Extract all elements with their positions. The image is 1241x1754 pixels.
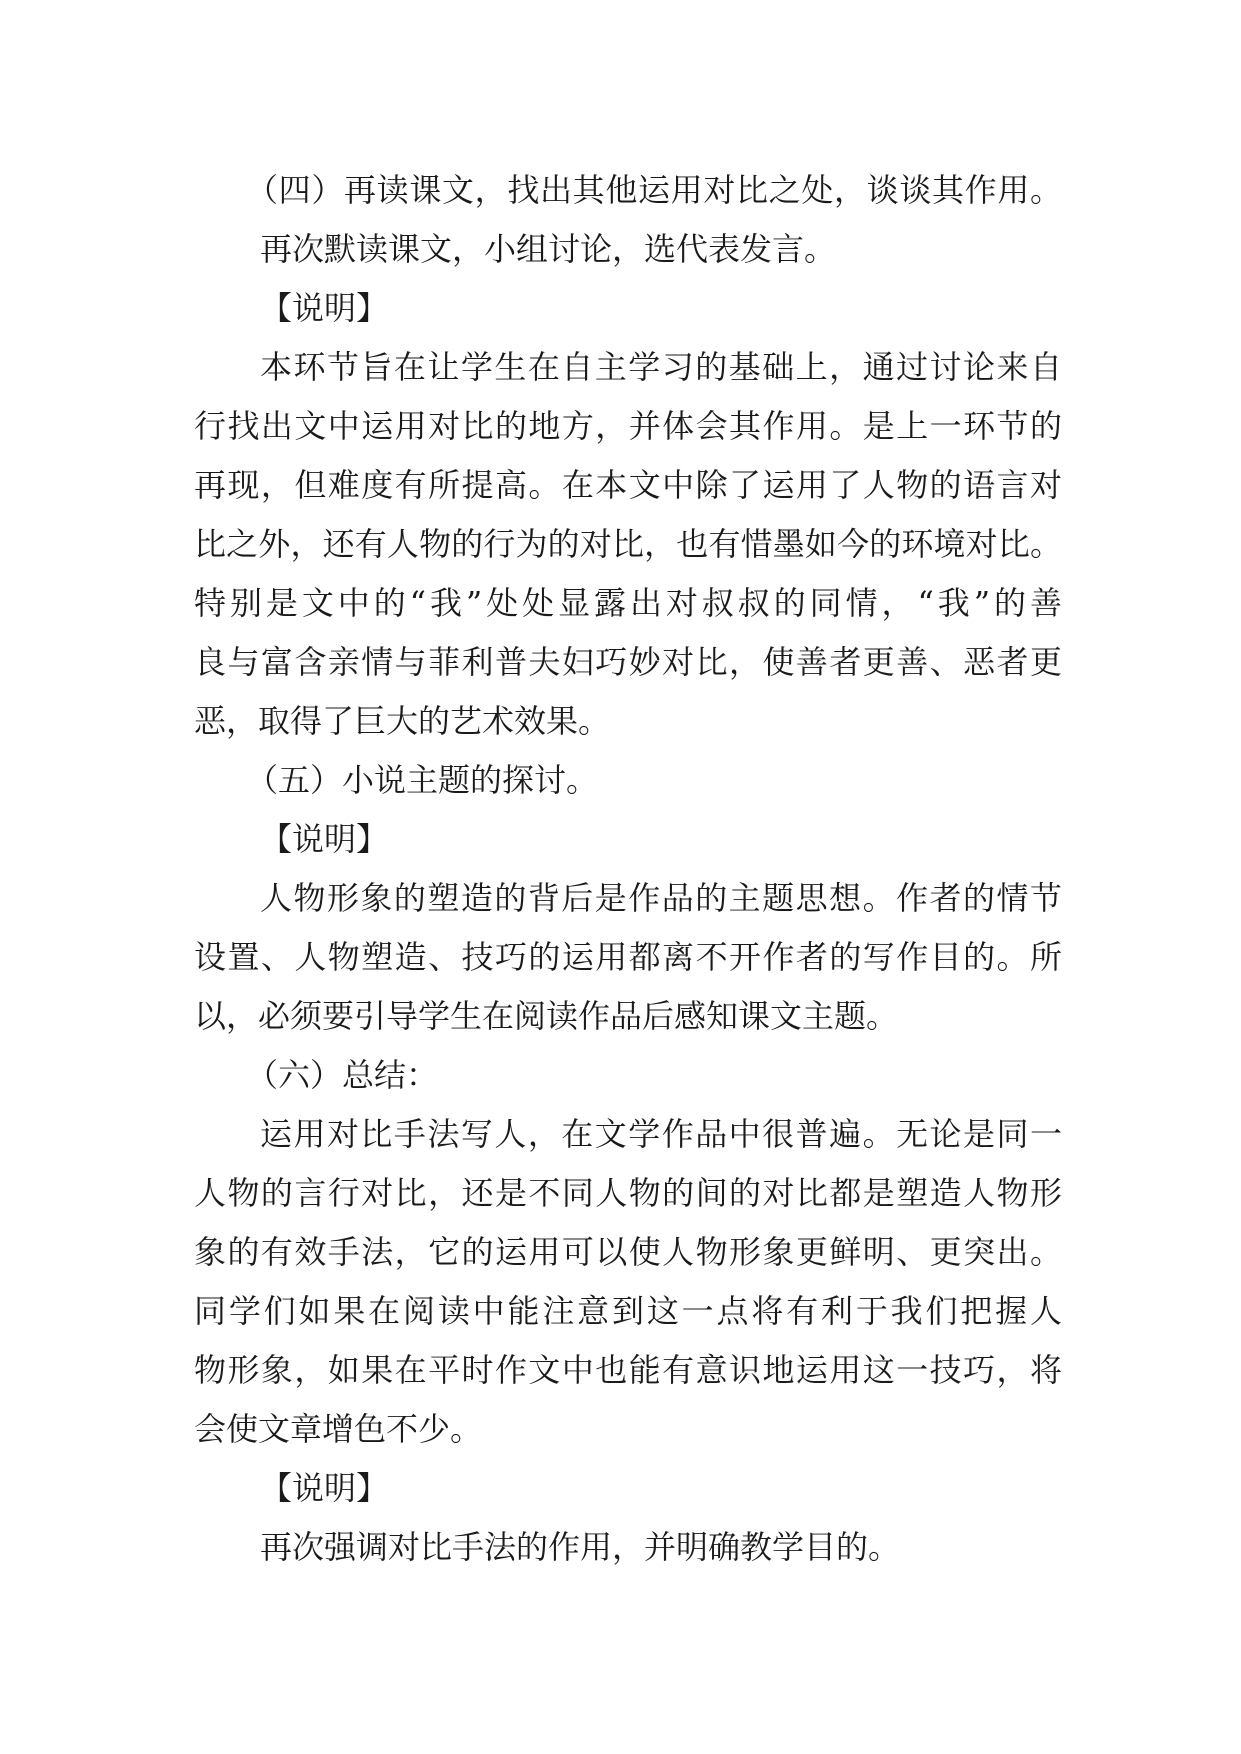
note-text-line: 良与富含亲情与菲利普夫妇巧妙对比，使善者更善、恶者更: [194, 643, 1062, 681]
note-text-line: 再现，但难度有所提高。在本文中除了运用了人物的语言对: [194, 466, 1062, 504]
note-text-line: 再次强调对比手法的作用，并明确教学目的。: [260, 1528, 901, 1566]
section-heading-5: （五）小说主题的探讨。: [246, 761, 599, 799]
note-label: 【说明】: [260, 289, 389, 327]
summary-text-line: 物形象，如果在平时作文中也能有意识地运用这一技巧，将: [194, 1351, 1062, 1389]
summary-text-line: 运用对比手法写人，在文学作品中很普遍。无论是同一: [260, 1115, 1062, 1153]
note-text-line: 设置、人物塑造、技巧的运用都离不开作者的写作目的。所: [194, 938, 1062, 976]
summary-text-line: 人物的言行对比，还是不同人物的间的对比都是塑造人物形: [194, 1174, 1062, 1212]
note-label: 【说明】: [260, 820, 389, 858]
note-text-line: 本环节旨在让学生在自主学习的基础上，通过讨论来自: [260, 348, 1062, 386]
note-label: 【说明】: [260, 1469, 389, 1507]
section-heading-4: （四）再读课文，找出其他运用对比之处，谈谈其作用。: [246, 171, 1062, 209]
summary-text-line: 同学们如果在阅读中能注意到这一点将有利于我们把握人: [194, 1292, 1062, 1330]
section-heading-6: （六）总结：: [246, 1056, 439, 1094]
document-body: [194, 161, 1062, 1577]
summary-text-line: 象的有效手法，它的运用可以使人物形象更鲜明、更突出。: [194, 1233, 1062, 1271]
note-text-line: 人物形象的塑造的背后是作品的主题思想。作者的情节: [260, 879, 1062, 917]
note-text-line: 恶，取得了巨大的艺术效果。: [194, 702, 611, 740]
note-text-line: 比之外，还有人物的行为的对比，也有惜墨如今的环境对比。: [194, 525, 1062, 563]
note-text-line: 特别是文中的“我”处处显露出对叔叔的同情，“我”的善: [194, 584, 1062, 622]
note-text-line: 行找出文中运用对比的地方，并体会其作用。是上一环节的: [194, 407, 1062, 445]
section-4-instruction: 再次默读课文，小组讨论，选代表发言。: [260, 230, 837, 268]
note-text-line: 以，必须要引导学生在阅读作品后感知课文主题。: [194, 997, 899, 1035]
summary-text-line: 会使文章增色不少。: [194, 1410, 483, 1448]
